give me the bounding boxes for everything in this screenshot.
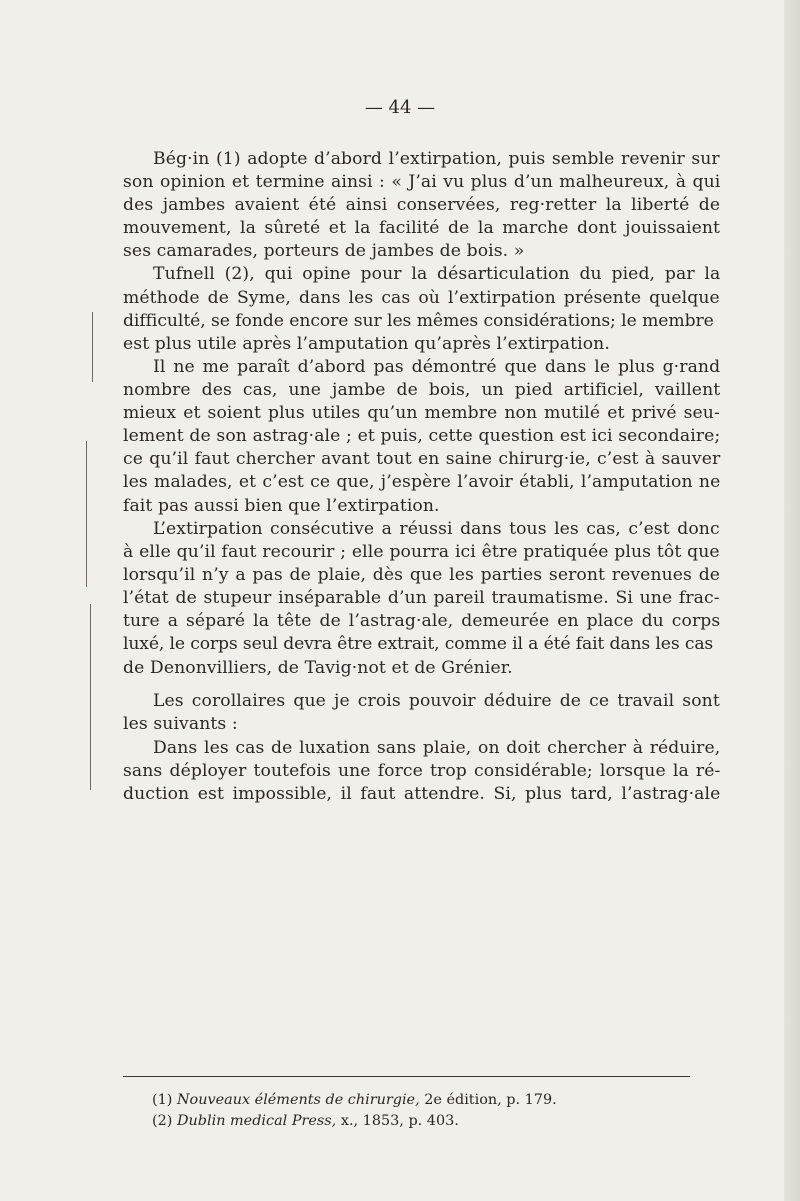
text-line: L’extirpation consécutive a réussi dans tous les cas, c’est donc [153, 519, 720, 539]
margin-mark [92, 312, 93, 382]
text-line: son opinion et termine ainsi : « J’ai vu plus d’un malheureux, à qui [123, 172, 721, 192]
text-line: Tufnell (2), qui opine pour la désarticulation du pied, par la [153, 264, 721, 284]
text-line: difficulté, se fonde encore sur les mêmes considérations; le membre [123, 311, 714, 331]
footnote-1 [152, 1091, 557, 1109]
text-line: les suivants : [123, 714, 238, 734]
text-line: de Denonvilliers, de Tavig·not et de Grénier. [123, 658, 513, 678]
text-line: l’état de stupeur inséparable d’un pareil traumatisme. Si une frac- [123, 588, 720, 608]
footnote-1-title: Nouveaux éléments de chirurgie, [176, 1092, 420, 1108]
text-line: nombre des cas, une jambe de bois, un pied artificiel, vaillent [123, 380, 721, 400]
margin-mark [86, 441, 87, 587]
text-line: Dans les cas de luxation sans plaie, on doit chercher à réduire, [153, 738, 721, 758]
text-line: est plus utile après l’amputation qu’après l’extirpation. [123, 334, 610, 354]
text-line: luxé, le corps seul devra être extrait, comme il a été fait dans les cas [123, 634, 714, 654]
margin-mark [90, 604, 91, 790]
footnote-1-number: (1) [152, 1092, 173, 1108]
page-number: — 44 — [364, 97, 436, 118]
text-line: à elle qu’il faut recourir ; elle pourra ici être pratiquée plus tôt que [123, 542, 720, 562]
text-line: mieux et soient plus utiles qu’un membre non mutilé et privé seu- [123, 403, 720, 423]
text-line: sans déployer toutefois une force trop considérable; lorsque la ré- [123, 761, 721, 781]
text-line: fait pas aussi bien que l’extirpation. [123, 496, 440, 516]
footnote-2-title: Dublin medical Press, [176, 1113, 337, 1129]
text-line: ce qu’il faut chercher avant tout en saine chirurg·ie, c’est à sauver [123, 449, 721, 469]
page-edge-shadow [784, 0, 800, 1201]
text-line: duction est impossible, il faut attendre. Si, plus tard, l’astrag·ale [123, 784, 721, 804]
footnote-2 [152, 1112, 459, 1130]
text-line: lorsqu’il n’y a pas de plaie, dès que les parties seront revenues de [123, 565, 721, 585]
footnote-2-text: x., 1853, p. 403. [340, 1113, 459, 1129]
text-line: méthode de Syme, dans les cas où l’extirpation présente quelque [123, 288, 720, 308]
text-line: les malades, et c’est ce que, j’espère l’avoir établi, l’amputation ne [123, 472, 721, 492]
text-line: ture a séparé la tête de l’astrag·ale, demeurée en place du corps [123, 611, 721, 631]
footnote-1-text: 2e édition, p. 179. [424, 1092, 557, 1108]
text-line: lement de son astrag·ale ; et puis, cette question est ici secondaire; [123, 426, 721, 446]
text-line: Bég·in (1) adopte d’abord l’extirpation, puis semble revenir sur [153, 149, 720, 169]
text-line: Il ne me paraît d’abord pas démontré que dans le plus g·rand [153, 357, 721, 377]
text-line: des jambes avaient été ainsi conservées, reg·retter la liberté de [123, 195, 721, 215]
footnote-2-number: (2) [152, 1113, 173, 1129]
footnote-rule [123, 1076, 690, 1077]
text-line: ses camarades, porteurs de jambes de bois. » [123, 241, 525, 261]
text-line: Les corollaires que je crois pouvoir déduire de ce travail sont [153, 691, 720, 711]
text-line: mouvement, la sûreté et la facilité de la marche dont jouissaient [123, 218, 721, 238]
